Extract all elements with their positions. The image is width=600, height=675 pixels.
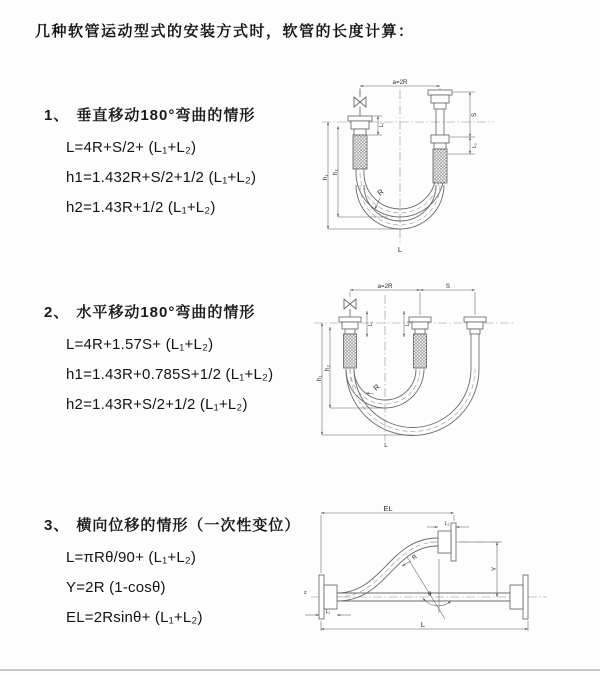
page-title: 几种软管运动型式的安装方式时，软管的长度计算： [35, 23, 415, 40]
theta-label: θ [428, 591, 432, 598]
dimension-lines [328, 86, 475, 229]
section-horizontal-movement [44, 301, 273, 420]
section-number: 1、 [44, 107, 70, 124]
right-flange-fitting [510, 575, 528, 619]
dim-label-h2: h₂ [324, 365, 331, 371]
section-heading [44, 301, 273, 322]
dimension-lines [305, 513, 528, 631]
diagram-vertical-180-bend [318, 78, 498, 258]
scan-edge-line [0, 669, 600, 671]
dim-label-l2: L₂ [405, 321, 411, 326]
formula-line-3: EL=2Rsinθ+ (L₁+L₂) [66, 609, 203, 626]
dim-label-l1: L₁ [368, 321, 374, 326]
formula-line-3: h2=1.43R+1/2 (L₁+L₂) [66, 199, 216, 216]
right-flange-fitting [428, 90, 452, 183]
length-label: L [420, 620, 426, 629]
dim-label-a2r: a=2R [392, 79, 408, 86]
braided-hose-section [353, 135, 367, 169]
radius-label: R [375, 187, 386, 198]
dim-label-s: S [445, 283, 451, 290]
length-label: L [384, 442, 388, 449]
dim-label-l1: L₁ [325, 609, 331, 615]
hose-curves [337, 538, 510, 601]
hose-curves [346, 369, 479, 436]
valve-icon [344, 299, 356, 309]
left-flange-fitting [339, 309, 361, 368]
dim-label-a2r: a=2R [377, 283, 393, 290]
upper-flange-fitting [438, 523, 456, 561]
formula-list [44, 133, 256, 223]
section-heading-text: 垂直移动180°弯曲的情形 [76, 107, 256, 124]
centerlines [322, 90, 494, 244]
diagram-horizontal-180-bend [312, 281, 517, 451]
section-heading-text: 横向位移的情形（一次性变位） [76, 517, 301, 534]
dim-label-h1: h₁ [322, 174, 329, 180]
dim-label-h2: h₂ [332, 169, 339, 175]
braided-hose-section [433, 149, 447, 183]
formula-line-2: h1=1.43R+0.785S+1/2 (L₁+L₂) [66, 366, 274, 383]
valve-icon [354, 97, 366, 107]
formula-line-1: L=4R+1.57S+ (L₁+L₂) [66, 336, 214, 353]
section-heading [44, 514, 300, 535]
section-heading [44, 104, 256, 125]
el-label: EL [383, 504, 393, 513]
dim-label-l2: L₂ [472, 143, 478, 148]
radius-label: R [410, 553, 419, 562]
section-number: 2、 [44, 304, 70, 321]
formula-line-1: L=4R+S/2+ (L₁+L₂) [66, 139, 197, 156]
radius-label: R [371, 382, 382, 393]
section-heading-text: 水平移动180°弯曲的情形 [76, 304, 256, 321]
formula-line-2: Y=2R (1-cosθ) [66, 579, 166, 596]
diagram-lateral-displacement [301, 501, 551, 641]
braided-hose-section [414, 334, 427, 368]
formula-line-3: h2=1.43R+S/2+1/2 (L₁+L₂) [66, 396, 248, 413]
dim-label-l2: L₂ [444, 521, 450, 527]
formula-line-1: L=πRθ/90+ (L₁+L₂) [66, 549, 197, 566]
dim-label-l1: L₁ [379, 122, 385, 127]
section-lateral-displacement [44, 514, 300, 633]
dim-label-h1: h₁ [316, 375, 323, 381]
datum-z-label: z [304, 590, 307, 596]
diagram-vertical-180-bend-svg [318, 78, 498, 258]
formula-line-2: h1=1.432R+S/2+1/2 (L₁+L₂) [66, 169, 257, 186]
diagram-labels [322, 79, 478, 254]
right-flange-fitting [464, 317, 486, 369]
length-label: L [397, 245, 403, 254]
formula-list [44, 543, 300, 633]
diagram-labels [304, 504, 498, 629]
dim-label-s: S [471, 112, 478, 117]
formula-list [44, 330, 273, 420]
diagram-horizontal-180-bend-svg [312, 281, 517, 451]
y-label: Y [491, 566, 498, 571]
section-vertical-movement [44, 104, 256, 223]
braided-hose-section [344, 334, 357, 368]
middle-flange-fitting [409, 317, 431, 368]
section-number: 3、 [44, 517, 70, 534]
diagram-lateral-displacement-svg [301, 501, 551, 641]
